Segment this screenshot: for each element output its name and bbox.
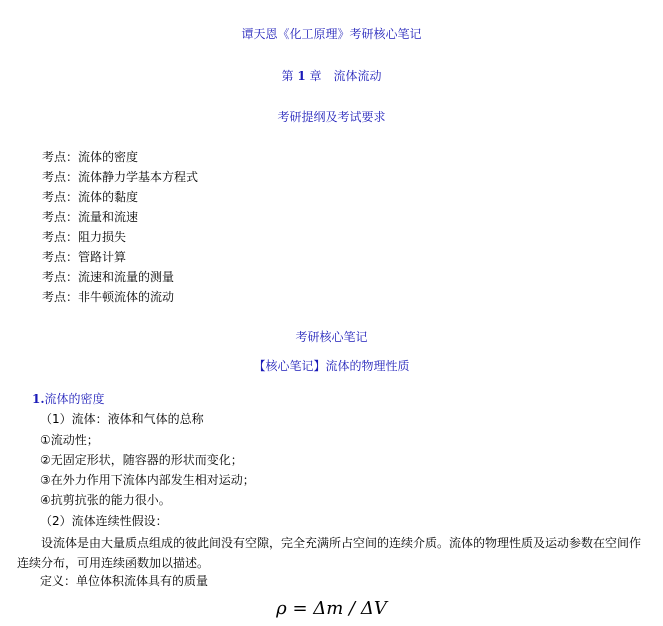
section-heading xyxy=(0,358,663,374)
exam-point: 考点：流速和流量的测量 xyxy=(42,270,175,284)
chapter-number: 1 xyxy=(297,69,306,83)
body-line: ①流动性； xyxy=(40,433,99,447)
body-line: （2）流体连续性假设： xyxy=(40,514,168,528)
document-title: 谭天恩《化工原理》考研核心笔记 xyxy=(241,27,422,41)
continuity-paragraph: 设流体是由大量质点组成的彼此间没有空隙，完全充满所占空间的连续介质。流体的物理性质及运动参数在空间作连续分布，可用连续函数加以描述。 xyxy=(17,536,642,570)
density-formula: ρ = Δm / ΔV xyxy=(276,598,387,619)
exam-points-list xyxy=(42,149,198,309)
body-line: ③在外力作用下流体内部发生相对运动； xyxy=(40,473,255,487)
body-line: ④抗剪抗张的能力很小。 xyxy=(40,493,171,507)
subsection-heading xyxy=(32,391,663,407)
exam-point: 考点：流体静力学基本方程式 xyxy=(42,170,199,184)
chapter-prefix: 第 xyxy=(281,69,294,83)
density-definition: 定义：单位体积流体具有的质量 xyxy=(40,574,209,588)
body-line: ②无固定形状，随容器的形状而变化； xyxy=(40,453,243,467)
body-line: （1）流体：液体和气体的总称 xyxy=(40,412,204,426)
exam-point: 考点：管路计算 xyxy=(42,250,127,264)
subsection-number: 1. xyxy=(32,392,45,406)
subsection-title: 流体的密度 xyxy=(44,392,105,406)
chapter-heading xyxy=(0,68,663,84)
notes-heading: 考研核心笔记 xyxy=(295,330,368,344)
exam-point: 考点：流体的密度 xyxy=(42,150,139,164)
exam-point: 考点：流量和流速 xyxy=(42,210,139,224)
outline-heading: 考研提纲及考试要求 xyxy=(277,110,386,124)
chapter-title: 章 流体流动 xyxy=(309,69,382,83)
exam-point: 考点：流体的黏度 xyxy=(42,190,139,204)
exam-point: 考点：阻力损失 xyxy=(42,230,127,244)
exam-point: 考点：非牛顿流体的流动 xyxy=(42,290,175,304)
section-title: 流体的物理性质 xyxy=(325,359,410,373)
section-tag: 【核心笔记】 xyxy=(253,359,326,373)
